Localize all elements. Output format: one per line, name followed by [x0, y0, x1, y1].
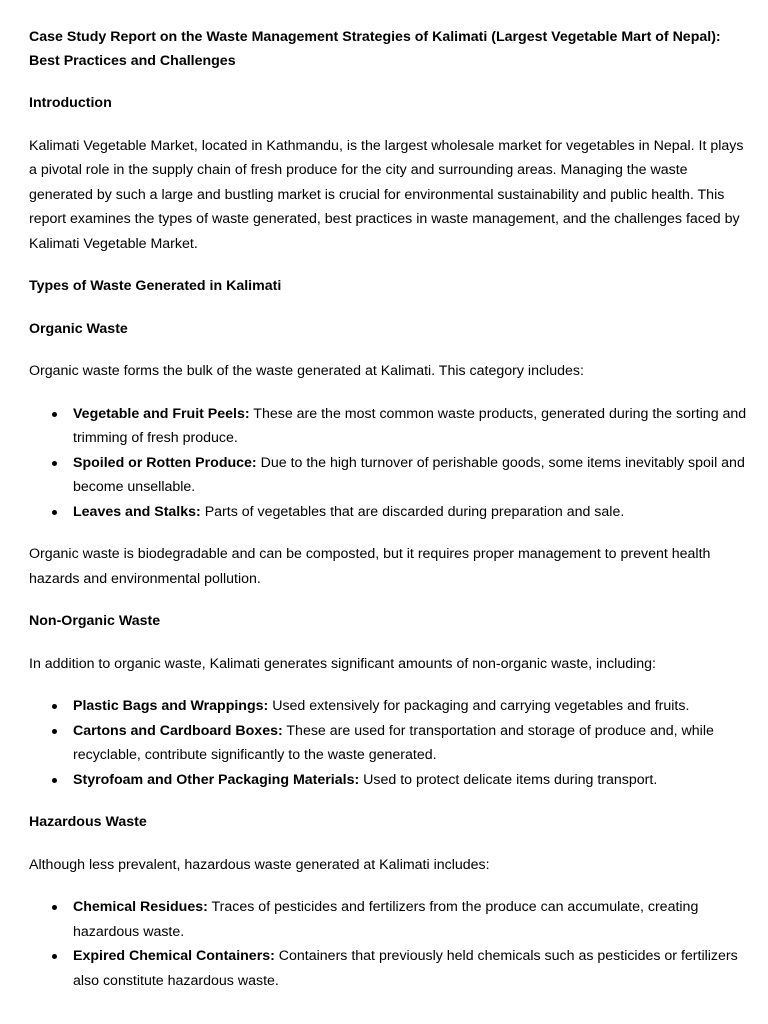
- document-title: Case Study Report on the Waste Management Strategies of Kalimati (Largest Vegetable Mart of Nepal): Best Practices and Challenges: [29, 29, 721, 69]
- non-organic-list: [29, 694, 748, 792]
- list-item: [73, 895, 748, 944]
- list-item-desc: Containers that previously held chemicals such as pesticides or fertilizers also constitute hazardous waste.: [73, 948, 738, 989]
- list-item: [73, 719, 748, 768]
- list-item-term: Styrofoam and Other Packaging Materials:: [73, 771, 360, 788]
- list-item-term: Chemical Residues:: [73, 899, 208, 915]
- list-item-desc: Used extensively for packaging and carrying vegetables and fruits.: [268, 698, 690, 714]
- list-item: [73, 768, 748, 793]
- organic-list: [29, 402, 748, 525]
- list-item-desc: Due to the high turnover of perishable goods, some items inevitably spoil and become unsellable.: [73, 454, 745, 495]
- introduction-paragraph: Kalimati Vegetable Market, located in Kathmandu, is the largest wholesale market for vegetables in Nepal. It plays a pivotal role in the supply chain of fresh produce for the city and surrounding areas. Managing the waste generated by such a large and bustling market is crucial for environmental sustainability and public health. This report examines the types of waste generated, best practices in waste management, and the challenges faced by Kalimati Vegetable Market.: [29, 137, 744, 252]
- list-item: [73, 451, 748, 500]
- list-item-desc: These are the most common waste products, generated during the sorting and trimming of fresh produce.: [73, 405, 747, 446]
- list-item-term: Leaves and Stalks:: [73, 503, 201, 520]
- list-item: [73, 500, 748, 525]
- introduction-heading: Introduction: [29, 95, 112, 111]
- list-item-desc: Parts of vegetables that are discarded during preparation and sale.: [200, 503, 625, 520]
- list-item-desc: Used to protect delicate items during transport.: [359, 771, 658, 788]
- list-item-term: Spoiled or Rotten Produce:: [73, 454, 257, 471]
- types-heading: Types of Waste Generated in Kalimati: [29, 278, 282, 294]
- hazardous-intro: Although less prevalent, hazardous waste generated at Kalimati includes:: [29, 856, 490, 873]
- list-item-term: Cartons and Cardboard Boxes:: [73, 722, 283, 739]
- organic-outro: Organic waste is biodegradable and can be composted, but it requires proper management to prevent health hazards and environmental pollution.: [29, 546, 711, 587]
- non-organic-intro: In addition to organic waste, Kalimati generates significant amounts of non-organic waste, including:: [29, 655, 656, 672]
- organic-intro: Organic waste forms the bulk of the waste generated at Kalimati. This category includes:: [29, 363, 584, 379]
- list-item-term: Vegetable and Fruit Peels:: [73, 405, 250, 422]
- list-item: [73, 944, 748, 993]
- list-item-desc: Traces of pesticides and fertilizers from the produce can accumulate, creating hazardous waste.: [73, 899, 699, 940]
- list-item-desc: These are used for transportation and storage of produce and, while recyclable, contribute significantly to the waste generated.: [73, 722, 714, 763]
- list-item-term: Plastic Bags and Wrappings:: [73, 698, 269, 714]
- hazardous-heading: Hazardous Waste: [29, 814, 147, 830]
- list-item: [73, 694, 748, 719]
- organic-heading: Organic Waste: [29, 320, 128, 337]
- non-organic-heading: Non-Organic Waste: [29, 613, 161, 629]
- list-item-term: Expired Chemical Containers:: [73, 948, 275, 964]
- list-item: [73, 402, 748, 451]
- hazardous-list: [29, 895, 748, 993]
